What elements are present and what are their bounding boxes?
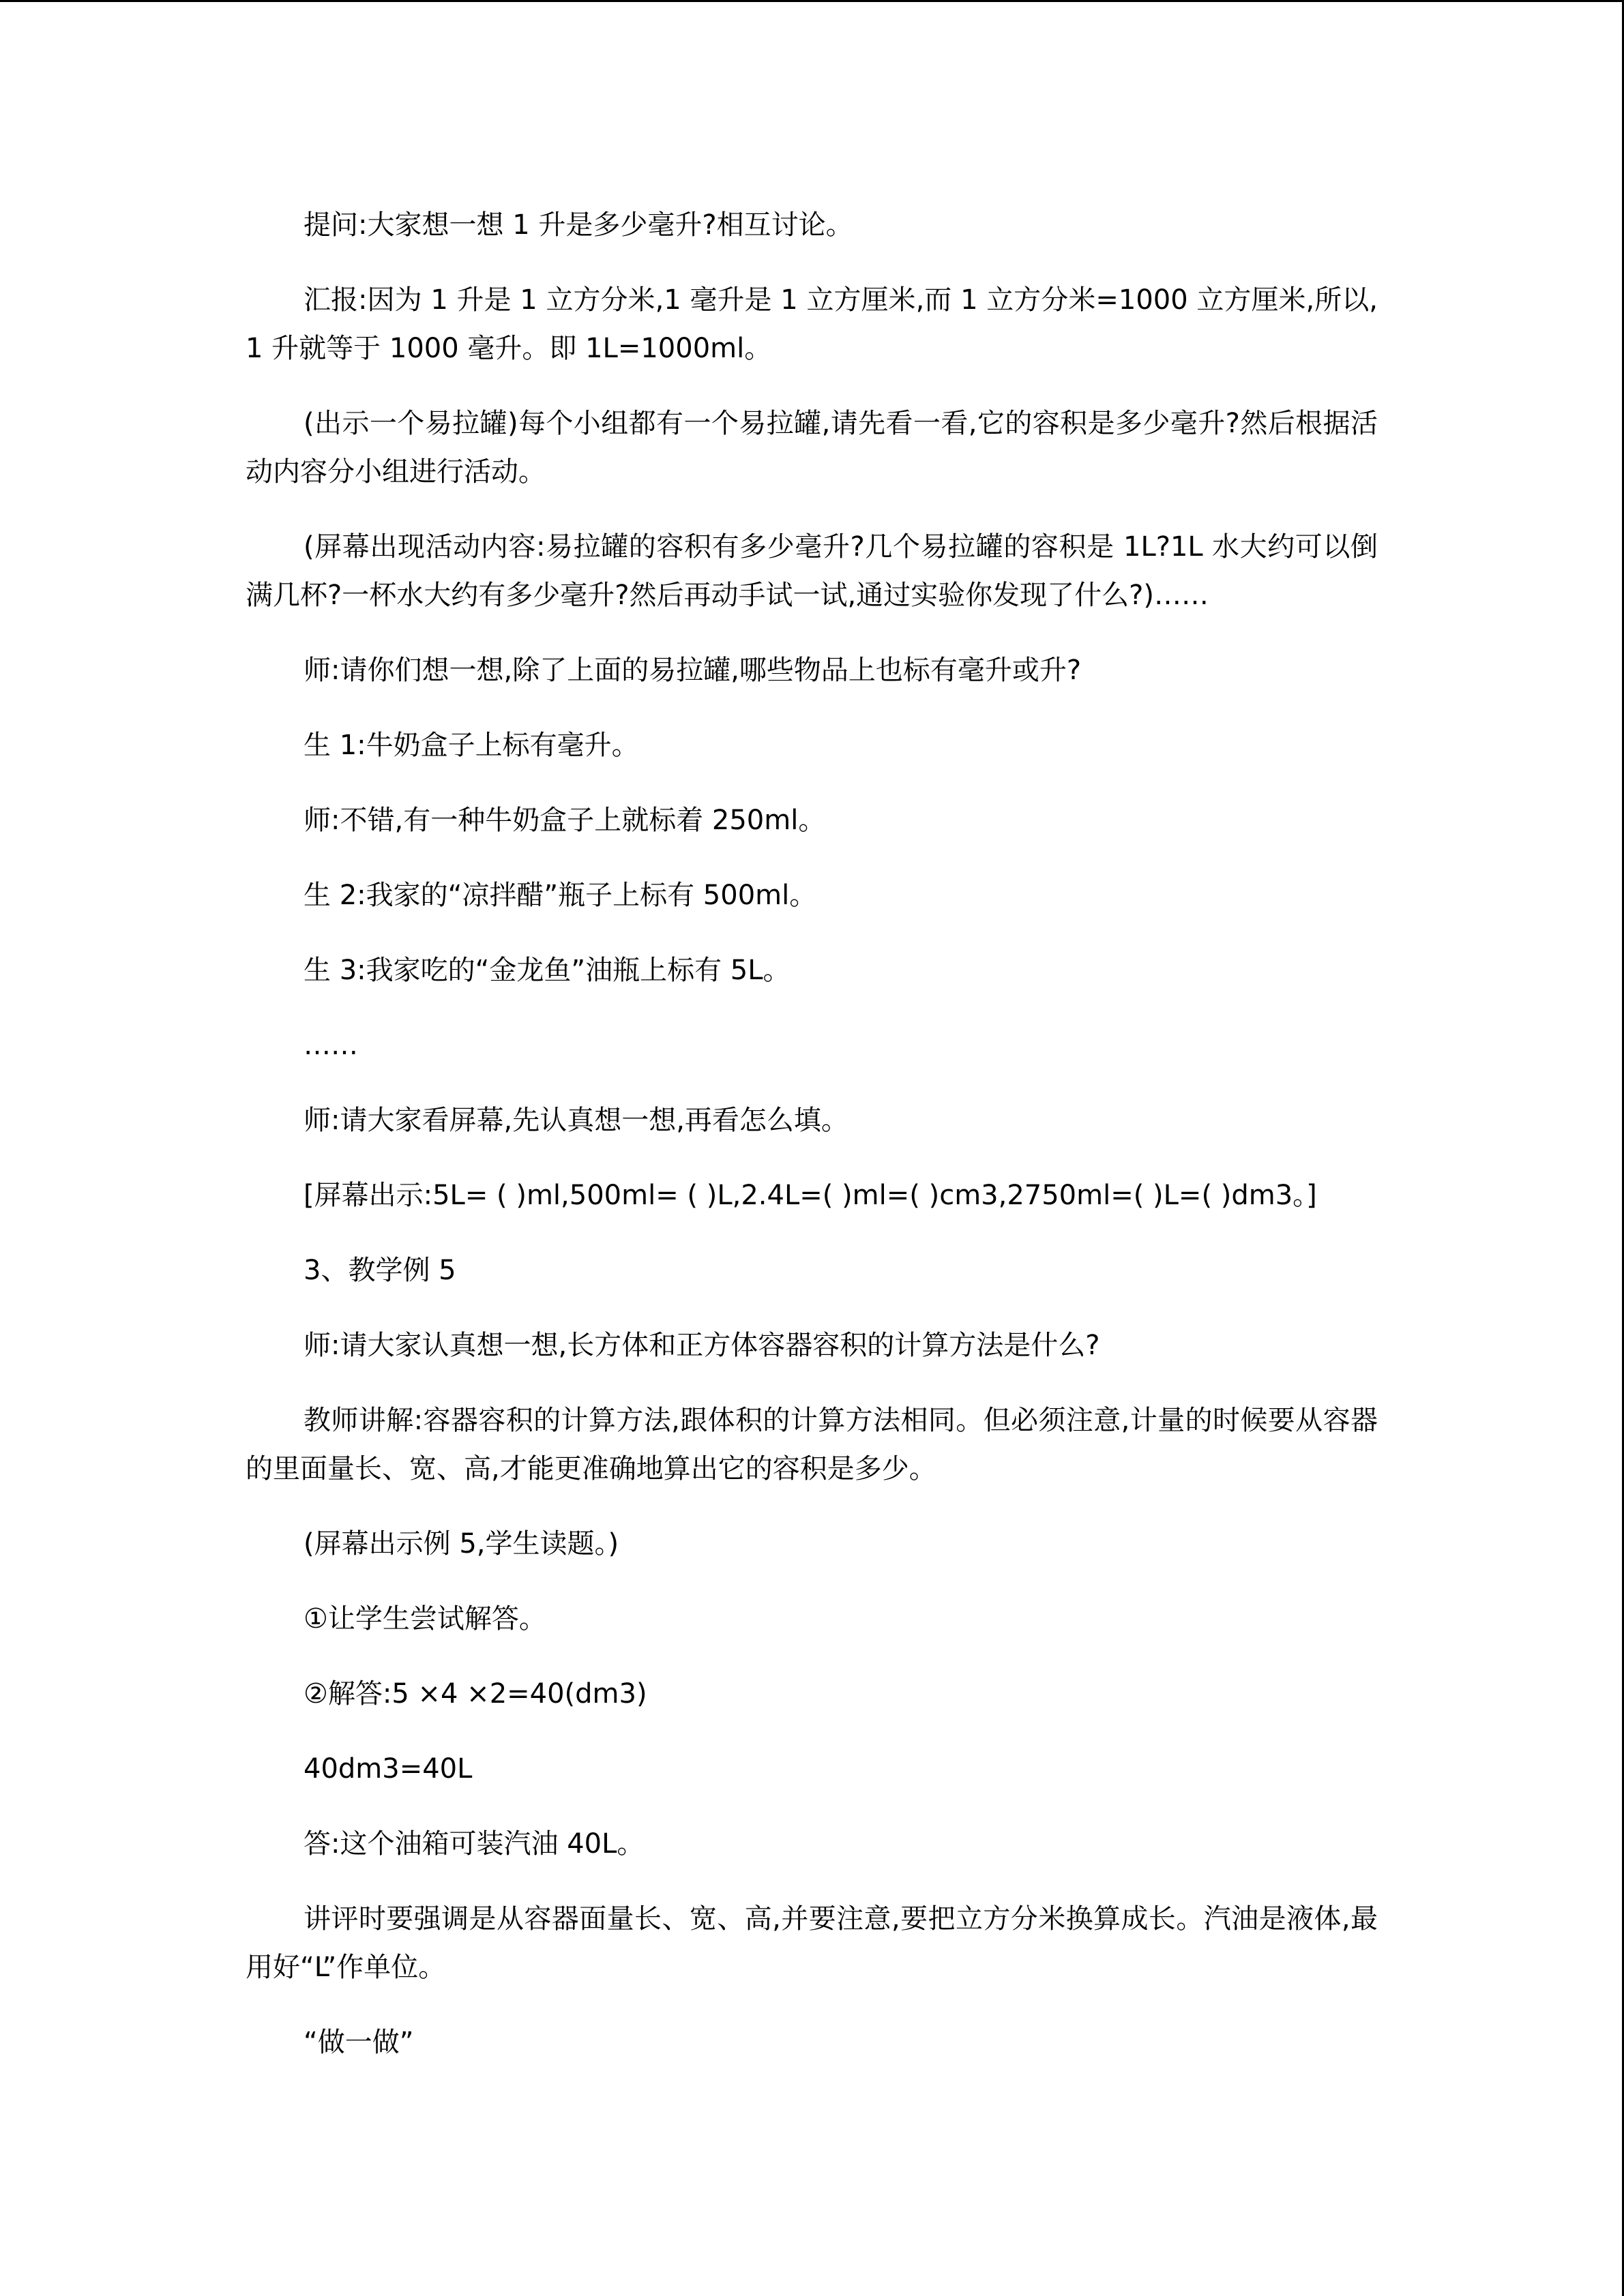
paragraph: 师:不错,有一种牛奶盒子上就标着 250ml。 (304, 805, 826, 836)
paragraph: 生 1:牛奶盒子上标有毫升。 (304, 730, 639, 761)
paragraph: “做一做” (304, 2027, 414, 2058)
paragraph: 生 2:我家的“凉拌醋”瓶子上标有 500ml。 (304, 880, 817, 911)
paragraph: [屏幕出示:5L= ( )ml,500ml= ( )L,2.4L=( )ml=( )cm3,2750ml=( )L=( )dm3。] (304, 1180, 1317, 1211)
paragraph: 答:这个油箱可装汽油 40L。 (304, 1828, 645, 1860)
paragraph: 提问:大家想一想 1 升是多少毫升?相互讨论。 (304, 209, 853, 241)
paragraph: ②解答:5 ×4 ×2=40(dm3) (304, 1678, 647, 1710)
paragraph: …… (304, 1030, 358, 1061)
paragraph: (出示一个易拉罐)每个小组都有一个易拉罐,请先看一看,它的容积是多少毫升?然后根据活动内容分小组进行活动。 (246, 408, 1378, 488)
paragraph: ①让学生尝试解答。 (304, 1603, 546, 1635)
paragraph: 师:请大家看屏幕,先认真想一想,再看怎么填。 (304, 1105, 848, 1136)
paragraph: 师:请大家认真想一想,长方体和正方体容器容积的计算方法是什么? (304, 1330, 1100, 1361)
paragraph: (屏幕出示例 5,学生读题。) (304, 1528, 619, 1560)
document-body (246, 201, 1378, 2093)
paragraph: 生 3:我家吃的“金龙鱼”油瓶上标有 5L。 (304, 955, 791, 986)
paragraph: 讲评时要强调是从容器面量长、宽、高,并要注意,要把立方分米换算成长。汽油是液体,最用好“L”作单位。 (246, 1903, 1378, 1983)
paragraph: 汇报:因为 1 升是 1 立方分米,1 毫升是 1 立方厘米,而 1 立方分米=1000 立方厘米,所以,1 升就等于 1000 毫升。即 1L=1000ml。 (246, 284, 1378, 364)
paragraph: (屏幕出现活动内容:易拉罐的容积有多少毫升?几个易拉罐的容积是 1L?1L 水大约可以倒满几杯?一杯水大约有多少毫升?然后再动手试一试,通过实验你发现了什么?)…… (246, 531, 1378, 611)
paragraph: 教师讲解:容器容积的计算方法,跟体积的计算方法相同。但必须注意,计量的时候要从容器的里面量长、宽、高,才能更准确地算出它的容积是多少。 (246, 1405, 1378, 1485)
paragraph: 40dm3=40L (304, 1753, 473, 1785)
section-heading: 3、教学例 5 (304, 1255, 456, 1286)
paragraph: 师:请你们想一想,除了上面的易拉罐,哪些物品上也标有毫升或升? (304, 655, 1082, 686)
